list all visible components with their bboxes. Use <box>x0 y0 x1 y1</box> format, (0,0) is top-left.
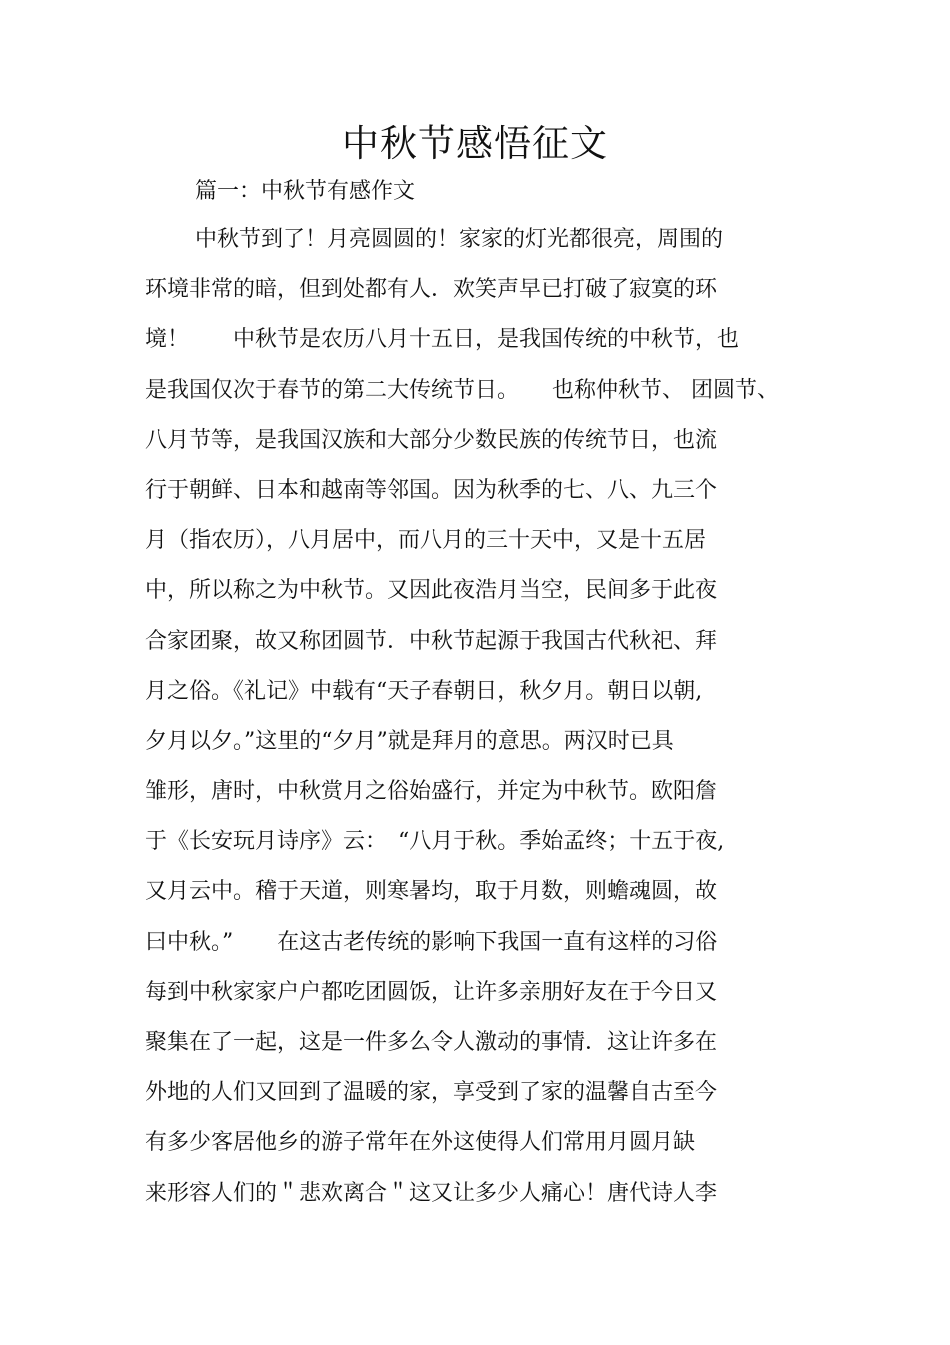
text-line: 每到中秋家家户户都吃团圆饭，让许多亲朋好友在于今日又 <box>145 979 718 1005</box>
text-line: 月之俗。《礼记》中载有“天子春朝日，秋夕月。朝日以朝, <box>145 678 703 704</box>
text-line: 境！ 中秋节是农历八月十五日，是我国传统的中秋节，也 <box>145 327 740 353</box>
text-line: 又月云中。稽于天道，则寒暑均，取于月数，则蟾魂圆，故 <box>145 879 718 905</box>
text-line: 于《长安玩月诗序》云： “八月于秋。季始孟终；十五于夜, <box>145 829 725 855</box>
text-line: 八月节等，是我国汉族和大部分少数民族的传统节日，也流 <box>145 427 718 453</box>
text-line: 环境非常的暗，但到处都有人．欢笑声早已打破了寂寞的环 <box>145 277 718 303</box>
text-line: 曰中秋。” 在这古老传统的影响下我国一直有这样的习俗 <box>145 929 718 955</box>
text-line: 中秋节到了！月亮圆圆的！家家的灯光都很亮，周围的 <box>195 227 724 252</box>
text-line: 聚集在了一起，这是一件多么令人激动的事情．这让许多在 <box>145 1030 718 1055</box>
text-line: 月（指农历），八月居中，而八月的三十天中，又是十五居 <box>145 528 707 554</box>
text-line: 有多少客居他乡的游子常年在外这使得人们常用月圆月缺 <box>145 1130 696 1156</box>
text-line: 外地的人们又回到了温暖的家，享受到了家的温馨自古至今 <box>145 1080 718 1106</box>
text-line: 行于朝鲜、日本和越南等邻国。因为秋季的七、八、九三个 <box>145 477 718 503</box>
text-line: 夕月以夕。”这里的“夕月”就是拜月的意思。两汉时已具 <box>145 728 674 754</box>
section-heading: 篇一：中秋节有感作文 <box>195 179 416 204</box>
body-text <box>145 222 845 1226</box>
text-line: 中，所以称之为中秋节。又因此夜浩月当空，民间多于此夜 <box>145 578 718 604</box>
text-line: 是我国仅次于春节的第二大传统节日。 也称仲秋节、 团圆节、 <box>145 377 779 403</box>
text-line: 来形容人们的＂悲欢离合＂这又让多少人痛心！唐代诗人李 <box>145 1180 718 1206</box>
text-line: 合家团聚，故又称团圆节．中秋节起源于我国古代秋祀、拜 <box>145 628 718 654</box>
text-line: 雏形，唐时，中秋赏月之俗始盛行，并定为中秋节。欧阳詹 <box>145 779 718 805</box>
document-title: 中秋节感悟征文 <box>342 122 608 165</box>
